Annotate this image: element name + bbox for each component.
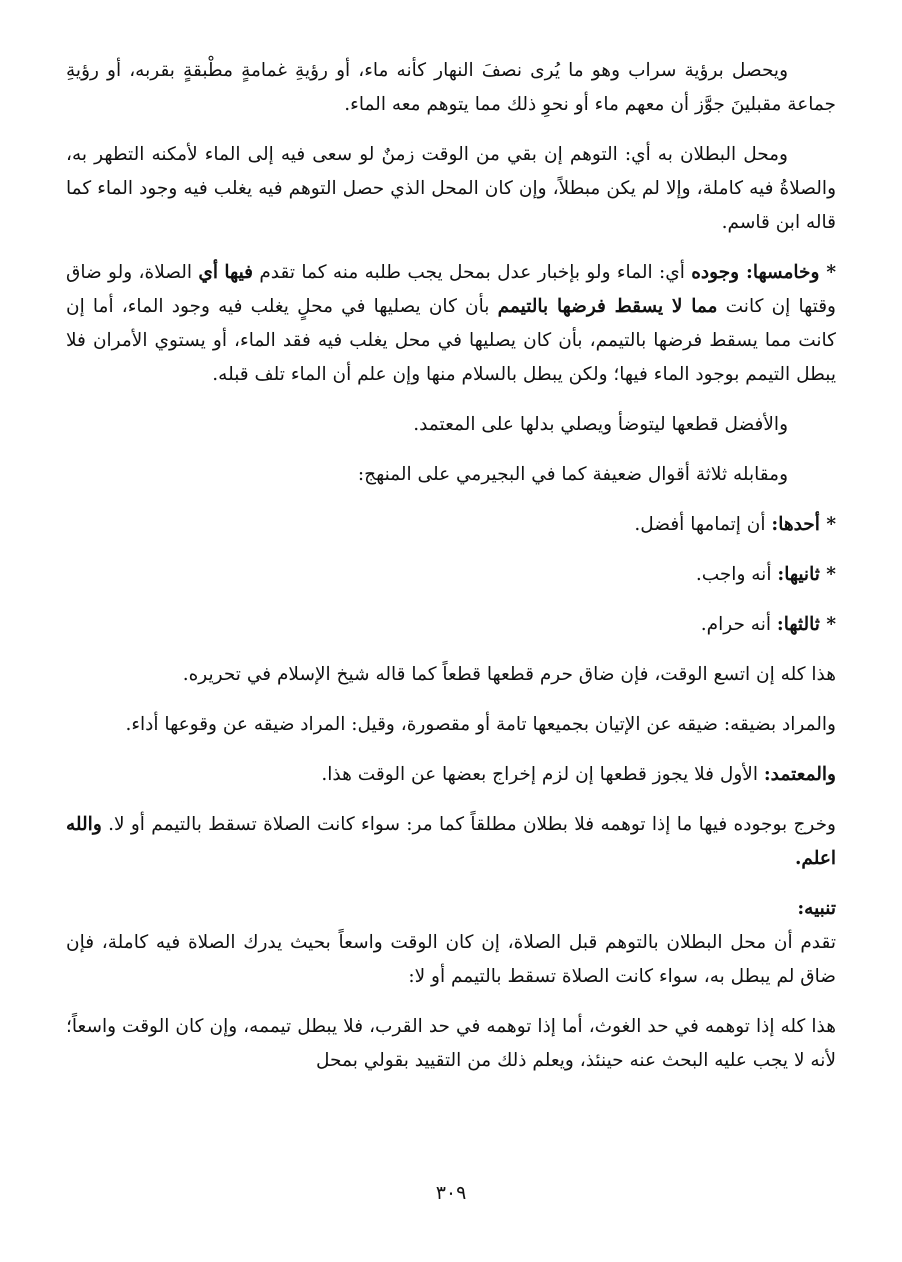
opinion-label: * ثانيها:	[777, 564, 836, 585]
excluded-text: وخرج بوجوده فيها ما إذا توهمه فلا بطلان مطلقاً كما مر: سواء كانت الصلاة تسقط بالتيمم أو لا.	[101, 814, 836, 835]
notice-heading: تنبيه:	[797, 898, 836, 919]
paragraph-ghawth: هذا كله إذا توهمه في حد الغوث، أما إذا توهمه في حد القرب، فلا يبطل تيممه، وإن كان الوقت واسعاً؛ لأنه لا يجب عليه البحث عنه حينئذ، ويعلم ذلك من التقييد بقولي بمحل	[66, 1016, 836, 1071]
opinion-label: * ثالثها:	[776, 614, 836, 635]
fifth-condition-bold-3: مما لا يسقط فرضها بالتيمم	[497, 296, 718, 317]
paragraph-fifth-condition	[66, 256, 836, 392]
paragraph-notice: تقدم أن محل البطلان بالتوهم قبل الصلاة، إن كان الوقت واسعاً بحيث يدرك الصلاة فيه كاملة، فإن ضاق لم يبطل به، سواء كانت الصلاة تسقط بالتيمم أو لا:	[66, 932, 836, 987]
opinion-text: أنه واجب.	[695, 564, 778, 585]
paragraph-weak-opinions: ومقابله ثلاثة أقوال ضعيفة كما في البجيرمي على المنهج:	[357, 464, 788, 485]
fifth-condition-label: * وخامسها: وجوده	[691, 262, 837, 283]
fifth-condition-bold-1: فيها	[224, 262, 253, 283]
opinion-item	[66, 508, 836, 542]
closing-phrase: والله اعلم.	[66, 814, 836, 869]
opinion-label: * أحدها:	[771, 514, 836, 535]
opinion-item	[66, 558, 836, 592]
paragraph-time-wide: هذا كله إن اتسع الوقت، فإن ضاق حرم قطعها قطعاً كما قاله شيخ الإسلام في تحريره.	[182, 664, 836, 685]
page-number: ٣٠٩	[435, 1182, 467, 1204]
fifth-condition-text-1: أي: الماء ولو بإخبار عدل بمحل يجب طلبه منه كما تقدم	[253, 262, 692, 283]
fifth-condition-text-3: الصلاة، ولو ضاق وقتها إن كانت	[66, 262, 836, 317]
reliable-opinion-text: الأول فلا يجوز قطعها إن لزم إخراج بعضها عن الوقت هذا.	[321, 764, 764, 785]
reliable-opinion-label: والمعتمد:	[763, 764, 836, 785]
opinion-text: أنه حرام.	[700, 614, 777, 635]
fifth-condition-bold-2: أي	[198, 262, 219, 283]
paragraph-invalidation-place: ومحل البطلان به أي: التوهم إن بقي من الوقت زمنٌ لو سعى فيه إلى الماء لأمكنه التطهر به، والصلاةُ فيه كاملة، وإلا لم يكن مبطلاً، وإن كان المحل الذي حصل التوهم فيه يغلب فيه وجود الماء كما قاله ابن قاسم.	[66, 144, 836, 233]
paragraph-preferred: والأفضل قطعها ليتوضأ ويصلي بدلها على المعتمد.	[413, 414, 788, 435]
paragraph-meaning-narrow: والمراد بضيقه: ضيقه عن الإتيان بجميعها تامة أو مقصورة، وقيل: المراد ضيقه عن وقوعها أداء.	[125, 714, 836, 735]
paragraph-excluded	[66, 808, 836, 876]
paragraph-mirage: ويحصل برؤية سراب وهو ما يُرى نصفَ النهار كأنه ماء، أو رؤيةِ غمامةٍ مطْبقةٍ بقربه، أو رؤيةِ جماعة مقبلينَ جوَّز أن معهم ماء أو نحوِ ذلك مما يتوهم معه الماء.	[66, 60, 836, 115]
opinion-text: أن إتمامها أفضل.	[634, 514, 772, 535]
opinion-item	[66, 608, 836, 642]
paragraph-reliable-opinion	[66, 758, 836, 792]
fifth-condition-text-4: بأن كان يصليها في محلٍ يغلب فيه وجود الماء، أما إن كانت مما يسقط فرضها بالتيمم، بأن كان يصليها في محل يغلب فيه فقد الماء، أو يستوي الأمران فلا يبطل التيمم بوجود الماء فيها؛ ولكن يبطل بالسلام منها وإن علم أن الماء تلف قبله.	[66, 296, 836, 385]
